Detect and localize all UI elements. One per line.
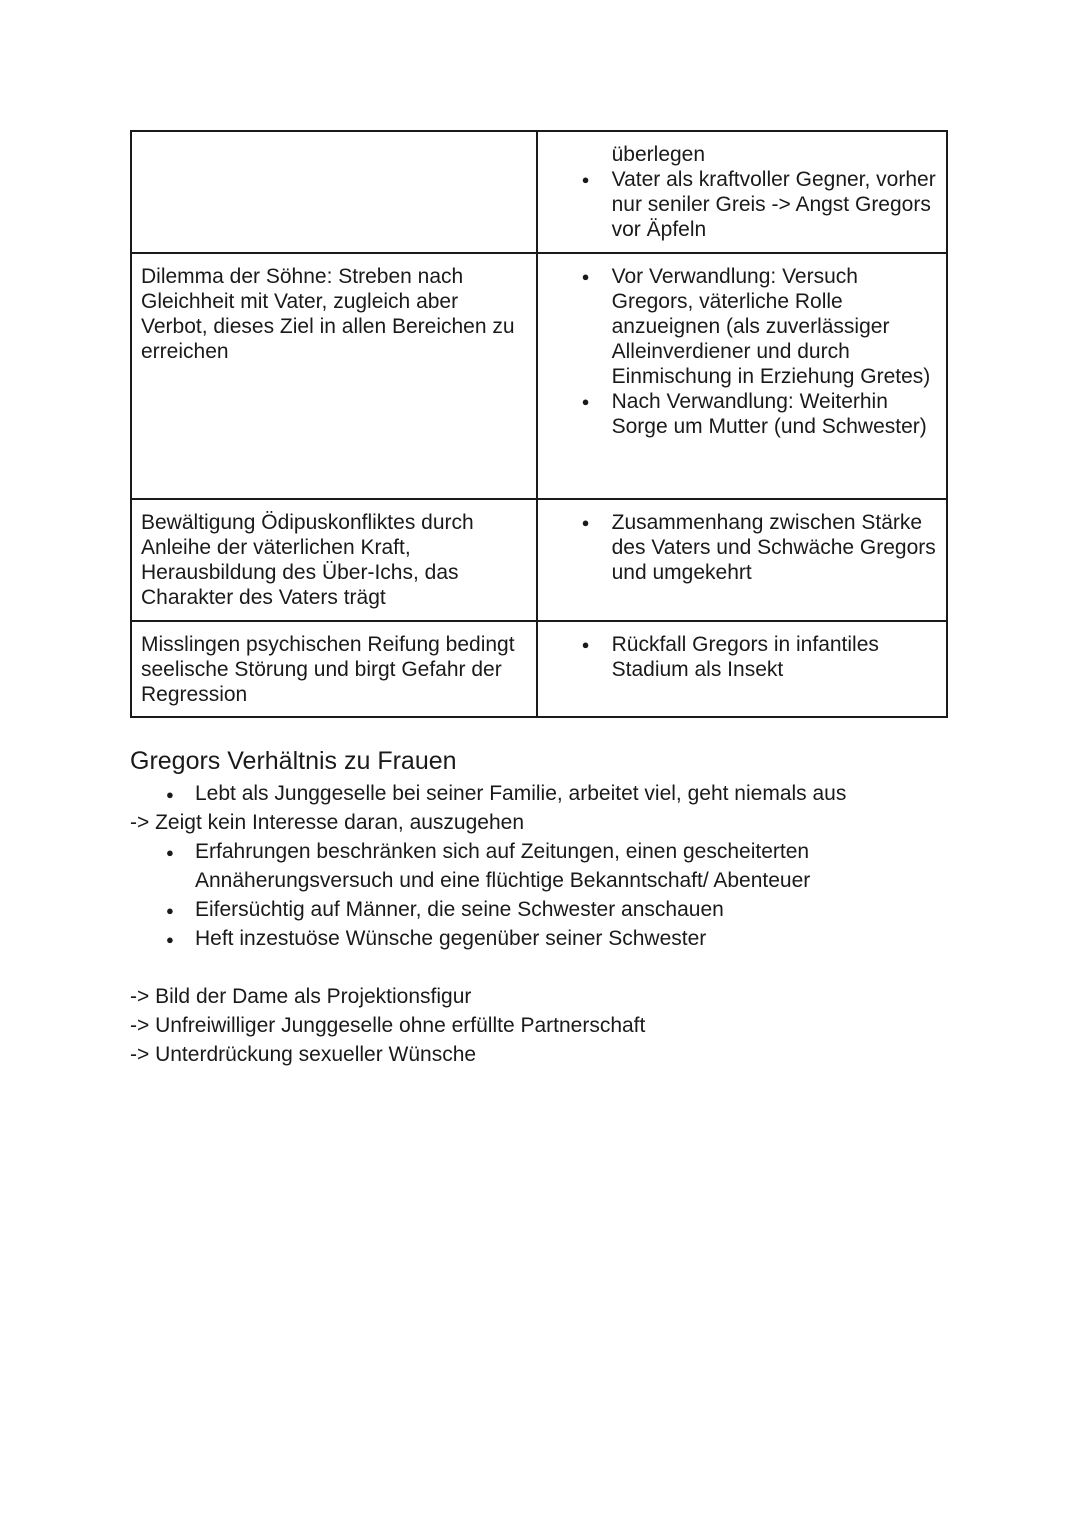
list-item: ● Nach Verwandlung: Weiterhin Sorge um Mutter (und Schwester) xyxy=(554,389,940,439)
table-cell-left: Bewältigung Ödipuskonfliktes durch Anleihe der väterlichen Kraft, Herausbildung des Über-Ichs, das Charakter des Vaters trägt xyxy=(131,499,537,621)
table-cell-right xyxy=(537,253,947,499)
table-row xyxy=(131,253,947,499)
table-cell-left: Dilemma der Söhne: Streben nach Gleichheit mit Vater, zugleich aber Verbot, dieses Ziel in allen Bereichen zu erreichen xyxy=(131,253,537,499)
table-cell-left xyxy=(131,131,537,253)
women-relationship-section xyxy=(130,745,950,1069)
bullet-list xyxy=(130,837,950,953)
table-row xyxy=(131,621,947,717)
table-cell-right xyxy=(537,621,947,717)
conclusion-line: -> Unterdrückung sexueller Wünsche xyxy=(130,1043,477,1066)
table-cell-left: Misslingen psychischen Reifung bedingt seelische Störung und birgt Gefahr der Regression xyxy=(131,621,537,717)
analysis-table xyxy=(130,130,948,718)
list-item: ● Erfahrungen beschränken sich auf Zeitungen, einen gescheiterten Annäherungsversuch und eine flüchtige Bekanntschaft/ Abenteuer xyxy=(130,837,950,895)
list-item: ● Heft inzestuöse Wünsche gegenüber seiner Schwester xyxy=(130,924,950,953)
list-item: ● Lebt als Junggeselle bei seiner Familie, arbeitet viel, geht niemals aus xyxy=(130,779,950,808)
cell-bullet-list xyxy=(554,142,940,242)
table-row xyxy=(131,131,947,253)
cell-bullet-list xyxy=(554,632,940,682)
list-item: ● Rückfall Gregors in infantiles Stadium als Insekt xyxy=(554,632,940,682)
list-item: ● Vor Verwandlung: Versuch Gregors, väterliche Rolle anzueignen (als zuverlässiger Alleinverdiener und durch Einmischung in Erziehung Gretes) xyxy=(554,264,940,389)
conclusion-line: -> Unfreiwilliger Junggeselle ohne erfüllte Partnerschaft xyxy=(130,1014,646,1037)
section-heading: Gregors Verhältnis zu Frauen xyxy=(130,747,457,775)
spacer xyxy=(130,953,950,982)
list-item-continuation: überlegen xyxy=(611,143,706,166)
cell-bullet-list xyxy=(554,264,940,439)
list-item: ● Zusammenhang zwischen Stärke des Vaters und Schwäche Gregors und umgekehrt xyxy=(554,510,940,585)
table-cell-right xyxy=(537,131,947,253)
list-item: ● Eifersüchtig auf Männer, die seine Schwester anschauen xyxy=(130,895,950,924)
arrow-note: -> Zeigt kein Interesse daran, auszugehen xyxy=(130,811,524,834)
list-item: ● Vater als kraftvoller Gegner, vorher nur seniler Greis -> Angst Gregors vor Äpfeln xyxy=(554,167,940,242)
cell-bullet-list xyxy=(554,510,940,585)
bullet-list xyxy=(130,779,950,808)
table-row xyxy=(131,499,947,621)
table-cell-right xyxy=(537,499,947,621)
conclusion-line: -> Bild der Dame als Projektionsfigur xyxy=(130,985,472,1008)
